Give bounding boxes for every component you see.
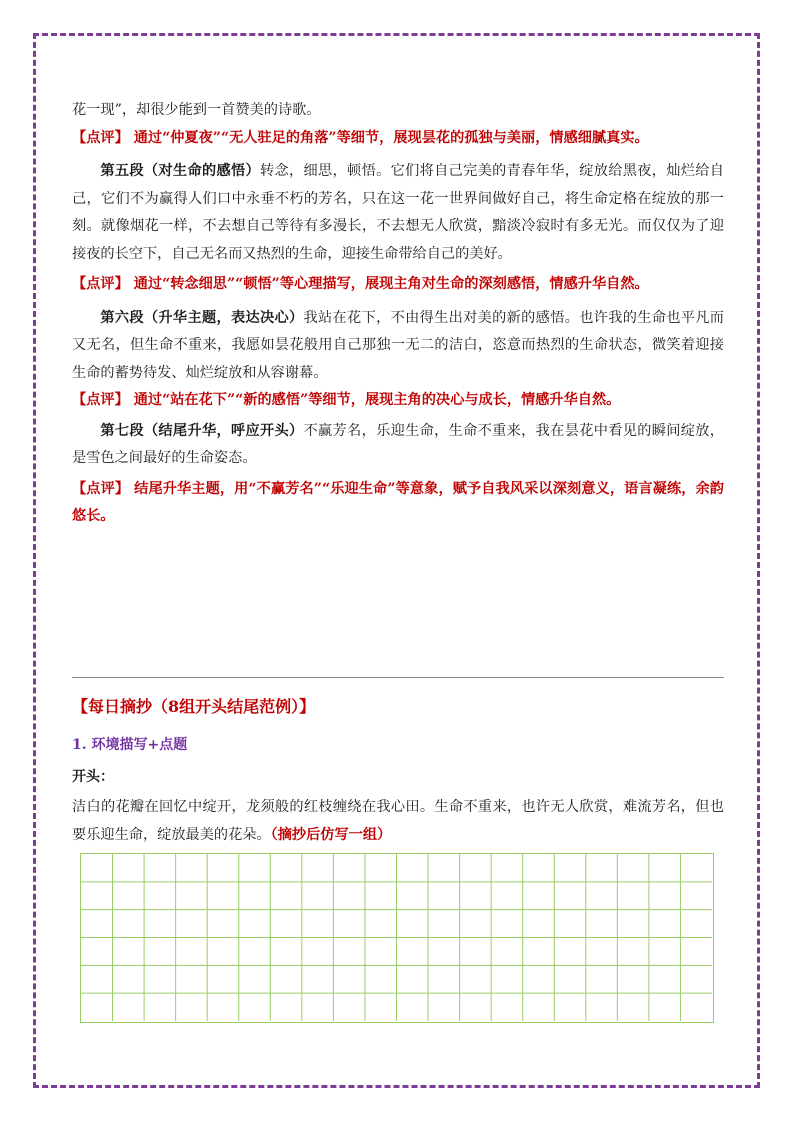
paragraph xyxy=(72,305,724,388)
section-title: 【每日摘抄（8组开头结尾范例）】 xyxy=(72,697,316,716)
copy-hint: （摘抄后仿写一组） xyxy=(270,826,392,843)
paragraph: 花一现”，却很少能到一首赞美的诗歌。 xyxy=(72,102,321,118)
paragraph-text: 转念，细思，顿悟。它们将自己完美的青春年华，绽放给黑夜，灿烂给自己，它们不为赢得人们口中永垂不朽的芳名，只在这一花一世界间做好自己，将生命定格在绽放的那一刻。就像烟花一样，不去想自己等待有多漫长，不去想无人欣赏，黯淡冷寂时有多无光。而仅仅为了迎接夜的长空下，自己无名而又热烈的生命，迎接生命带给自己的美好。 xyxy=(72,163,724,262)
comment-paragraph: 【点评】 通过“转念细思”“顿悟”等心理描写，展现主角对生命的深刻感悟，情感升华自然。 xyxy=(72,276,649,292)
paragraph xyxy=(72,158,724,268)
paragraph-heading: 第六段（升华主题，表达决心） xyxy=(100,309,304,326)
paragraph-heading: 第五段（对生命的感悟） xyxy=(100,163,260,179)
paragraph-text: 我站在花下，不由得生出对美的新的感悟。也许我的生命也平凡而又无名，但生命不重来，我愿如昙花般用自己那独一无二的洁白，恣意而热烈的生命状态，微笑着迎接生命的蓄势待发、灿烂绽放和从容谢幕。 xyxy=(72,309,724,381)
writing-grid[interactable] xyxy=(80,853,714,1023)
opening-label: 开头： xyxy=(72,769,114,785)
subsection-heading: 1. 环境描写+点题 xyxy=(72,737,188,753)
opening-example xyxy=(72,794,724,849)
opening-text: 洁白的花瓣在回忆中绽开，龙须般的红枝缠绕在我心田。生命不重来，也许无人欣赏，难流芳名，但也要乐迎生命，绽放最美的花朵。 xyxy=(72,799,724,843)
paragraph-text: 不赢芳名，乐迎生命，生命不重来，我在昙花中看见的瞬间绽放，是雪色之间最好的生命姿态。 xyxy=(72,422,724,466)
writing-grid-lines xyxy=(81,854,712,1021)
comment-paragraph: 【点评】 通过“仲夏夜”“无人驻足的角落”等细节，展现昙花的孤独与美丽，情感细腻真实。 xyxy=(72,129,649,146)
article-body xyxy=(72,97,724,531)
paragraph xyxy=(72,418,724,473)
paragraph-heading: 第七段（结尾升华，呼应开头） xyxy=(100,422,304,439)
comment-paragraph: 【点评】 结尾升华主题，用“不赢芳名”“乐迎生命”等意象，赋予自我风采以深刻意义，语言凝练，余韵悠长。 xyxy=(72,480,724,524)
section-divider xyxy=(72,677,724,678)
comment-paragraph: 【点评】 通过“站在花下”“新的感悟”等细节，展现主角的决心与成长，情感升华自然。 xyxy=(72,392,621,408)
